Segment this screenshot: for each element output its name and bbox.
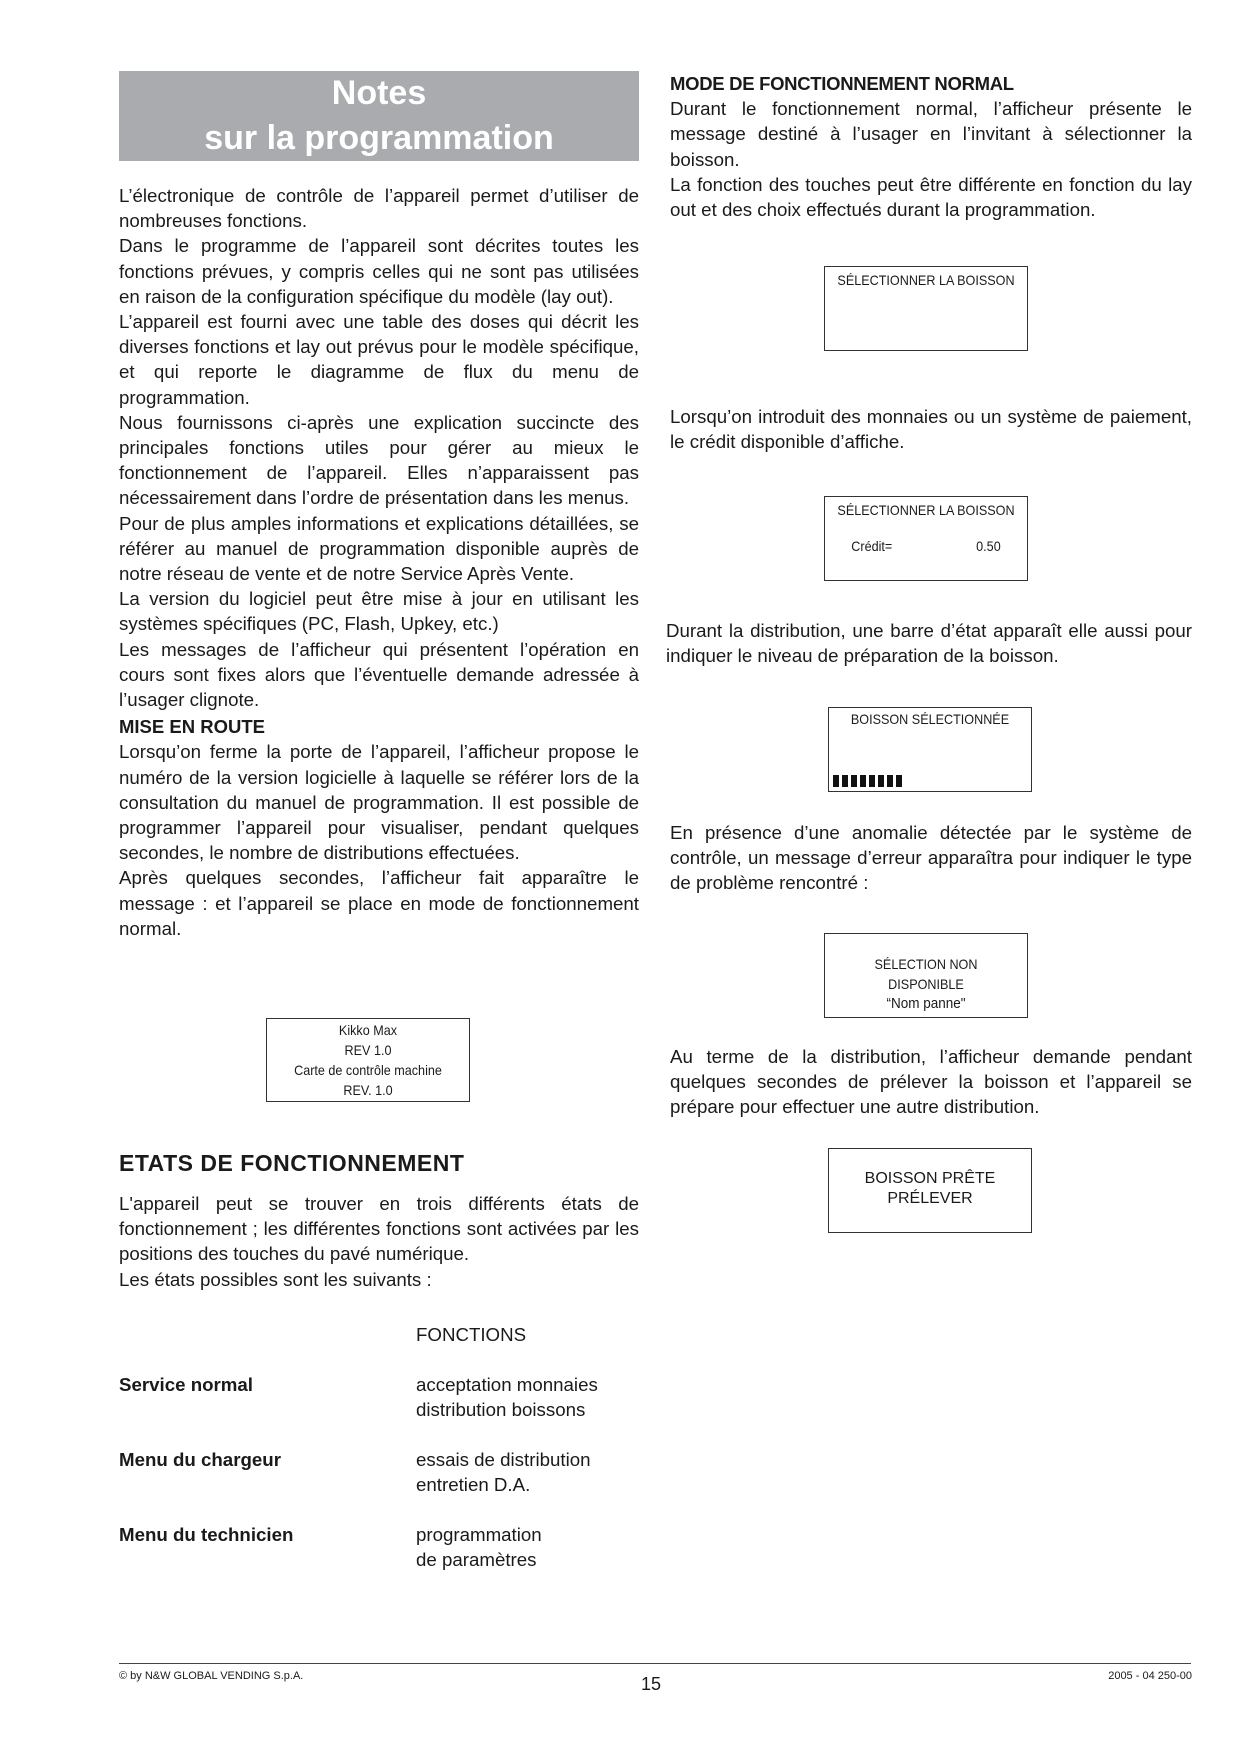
display-line: BOISSON SÉLECTIONNÉE [850, 711, 1010, 727]
section-banner [119, 71, 639, 161]
display-line: REV. 1.0 [343, 1082, 393, 1098]
normal-mode-paragraph: Lorsqu’on introduit des monnaies ou un système de paiement, le crédit disponible d’affiche. [670, 406, 1192, 453]
state-function: essais de distribution [416, 1449, 591, 1470]
display-line: “Nom panne" [886, 995, 966, 1012]
intro-paragraph: Dans le programme de l’appareil sont décrites toutes les fonctions prévues, y compris celles qui ne sont pas utilisées en raison de la configuration spécifique du modèle (lay out). [119, 235, 639, 307]
state-function: de paramètres [416, 1549, 537, 1570]
intro-paragraph: L’électronique de contrôle de l’appareil permet d’utiliser de nombreuses fonctions. [119, 185, 639, 232]
footer-rule [119, 1663, 1191, 1664]
display-drink-ready [828, 1148, 1032, 1233]
display-line: PRÉLEVER [887, 1190, 973, 1207]
banner-title-line2: sur la programmation [204, 119, 554, 157]
functions-header: FONCTIONS [416, 1324, 527, 1345]
display-select-drink [824, 266, 1028, 351]
state-label: Menu du chargeur [119, 1449, 281, 1470]
progress-segment [878, 775, 884, 787]
normal-mode-paragraph: Durant le fonctionnement normal, l’afficheur présente le message destiné à l’usager en l’invitant à sélectionner la boisson. [670, 98, 1192, 170]
display-credit [824, 496, 1028, 581]
page-number: 15 [641, 1674, 662, 1694]
display-drink-selected [828, 707, 1032, 792]
startup-heading: MISE EN ROUTE [119, 716, 265, 738]
display-line: BOISSON PRÊTE [864, 1170, 996, 1187]
progress-segment [842, 775, 848, 787]
display-line: SÉLECTION NON DISPONIBLE [874, 956, 978, 992]
footer-copyright: © by N&W GLOBAL VENDING S.p.A. [119, 1670, 304, 1682]
progress-segment [833, 775, 839, 787]
startup-paragraph: Lorsqu’on ferme la porte de l’appareil, l’afficheur propose le numéro de la version logicielle à laquelle se référer lors de la consultation du manuel de programmation. Il est possible de programmer l’appareil pour visualiser, pendant quelques secondes, le nombre de distributions effectuées. [119, 741, 639, 864]
states-table [119, 1322, 639, 1622]
credit-value: 0.50 [976, 538, 1001, 554]
footer-reference: 2005 - 04 250-00 [1108, 1670, 1192, 1682]
display-line: SÉLECTIONNER LA BOISSON [837, 502, 1015, 518]
progress-segment [887, 775, 893, 787]
states-paragraph: Les états possibles sont les suivants : [119, 1268, 432, 1290]
display-line: Carte de contrôle machine [294, 1062, 442, 1078]
state-label: Service normal [119, 1374, 253, 1395]
normal-mode-paragraph: La fonction des touches peut être différente en fonction du lay out et des choix effectués durant la programmation. [670, 173, 1192, 221]
intro-paragraph: Pour de plus amples informations et explications détaillées, se référer au manuel de programmation disponible auprès de notre réseau de vente et de notre Service Après Vente. [119, 512, 639, 585]
right-column [670, 71, 1192, 222]
banner-title-line1: Notes [331, 74, 427, 112]
display-line: REV 1.0 [344, 1042, 392, 1058]
state-function: distribution boissons [416, 1399, 586, 1420]
states-heading: ETATS DE FONCTIONNEMENT [119, 1150, 465, 1176]
intro-paragraph: Nous fournissons ci-après une explication succincte des principales fonctions utiles pour gérer au mieux le fonctionnement de l’appareil. Elles n’apparaissent pas nécessairement dans l’ordre de présentation dans les menus. [119, 411, 639, 509]
startup-display [266, 1018, 470, 1102]
intro-paragraph: La version du logiciel peut être mise à jour en utilisant les systèmes spécifiques (PC, Flash, Upkey, etc.) [119, 588, 639, 635]
states-section [119, 1150, 639, 1292]
startup-paragraph: Après quelques secondes, l’afficheur fait apparaître le message : et l’appareil se place en mode de fonctionnement normal. [119, 867, 639, 939]
left-column [119, 71, 639, 941]
normal-mode-paragraph: Durant la distribution, une barre d’état apparaît elle aussi pour indiquer le niveau de préparation de la boisson. [666, 620, 1192, 667]
states-paragraph: L'appareil peut se trouver en trois différents états de fonctionnement ; les différentes fonctions sont activées par les positions des touches du pavé numérique. [119, 1193, 639, 1265]
display-line: Kikko Max [338, 1022, 398, 1038]
normal-mode-paragraph: Au terme de la distribution, l’afficheur demande pendant quelques secondes de prélever la boisson et l’appareil se prépare pour effectuer une autre distribution. [670, 1046, 1192, 1118]
state-label: Menu du technicien [119, 1524, 294, 1545]
intro-paragraph: L’appareil est fourni avec une table des doses qui décrit les diverses fonctions et lay out prévus pour le modèle spécifique, et qui reporte le diagramme de flux du menu de programmation. [119, 311, 639, 408]
normal-mode-paragraph: En présence d’une anomalie détectée par le système de contrôle, un message d’erreur apparaîtra pour indiquer le type de problème rencontré : [670, 822, 1192, 894]
normal-mode-heading: MODE DE FONCTIONNEMENT NORMAL [670, 73, 1014, 94]
display-line: SÉLECTIONNER LA BOISSON [837, 272, 1015, 288]
progress-segment [869, 775, 875, 787]
progress-segment [896, 775, 902, 787]
state-function: acceptation monnaies [416, 1374, 598, 1395]
intro-paragraph: Les messages de l’afficheur qui présentent l’opération en cours sont fixes alors que l’éventuelle demande adressée à l’usager clignote. [119, 638, 639, 711]
credit-row [835, 538, 1017, 554]
state-function: entretien D.A. [416, 1474, 531, 1495]
progress-segment [851, 775, 857, 787]
display-error [824, 933, 1028, 1018]
state-function: programmation [416, 1524, 542, 1545]
credit-label: Crédit= [851, 538, 893, 554]
progress-segment [860, 775, 866, 787]
progress-bar [833, 775, 902, 787]
